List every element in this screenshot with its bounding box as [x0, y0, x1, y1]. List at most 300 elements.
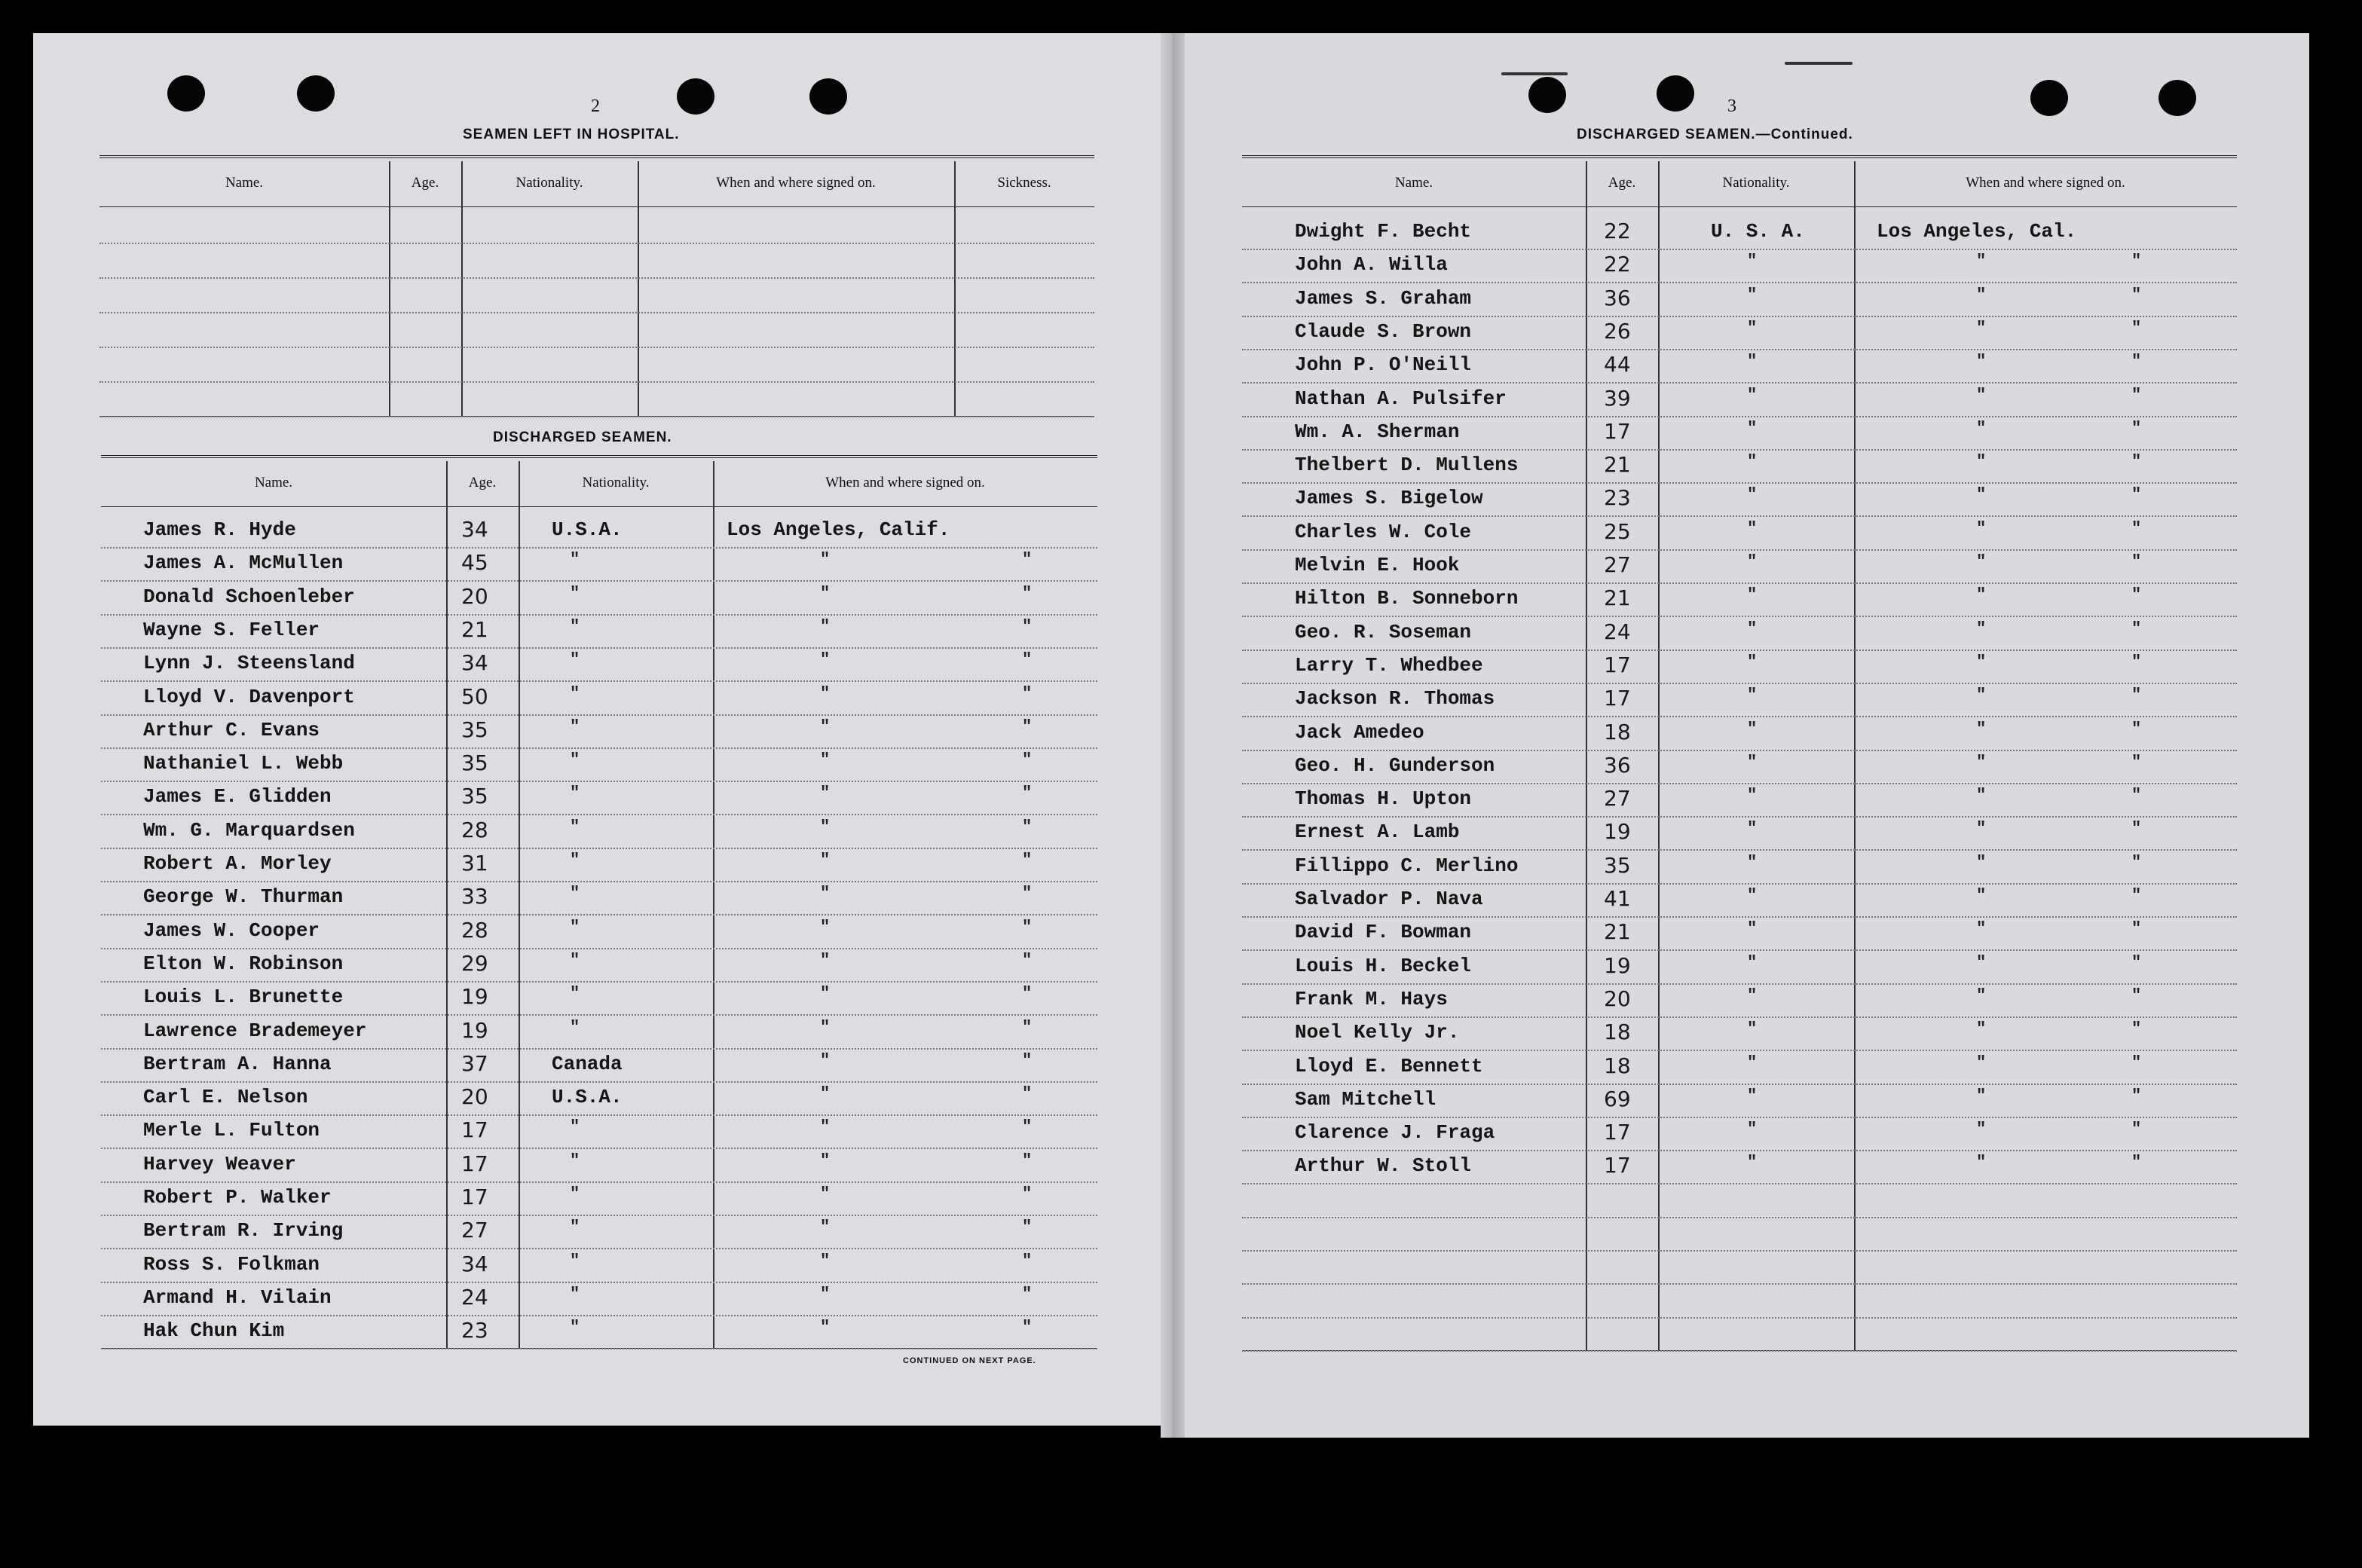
page-number: 2 — [591, 96, 600, 116]
ditto-mark: " — [570, 616, 580, 636]
ditto-mark: " — [570, 717, 580, 736]
seaman-nationality: U.S.A. — [552, 518, 623, 541]
ditto-mark: " — [570, 650, 580, 670]
ditto-mark: " — [1022, 550, 1033, 570]
column-divider — [1854, 161, 1856, 1350]
ditto-mark: " — [1747, 1086, 1758, 1105]
book-gutter — [1161, 33, 1185, 1438]
ditto-mark: " — [820, 1251, 831, 1270]
ditto-mark: " — [1022, 1284, 1033, 1304]
seaman-age: 35 — [461, 717, 488, 742]
seaman-age: 17 — [1604, 1120, 1631, 1145]
seaman-age: 23 — [461, 1318, 488, 1343]
ditto-mark: " — [1022, 616, 1033, 636]
row-line — [1242, 1183, 2237, 1184]
seaman-name: Fillippo C. Merlino — [1295, 854, 1519, 877]
ditto-mark: " — [1022, 1218, 1033, 1237]
seaman-name: Salvador P. Nava — [1295, 888, 1483, 910]
seaman-name: Donald Schoenleber — [143, 585, 355, 608]
ditto-mark: " — [1976, 619, 1987, 638]
ditto-mark: " — [1976, 585, 1987, 605]
seaman-name: Claude S. Brown — [1295, 319, 1472, 343]
row-line — [1242, 282, 2237, 283]
seaman-age: 24 — [1604, 619, 1631, 644]
ditto-mark: " — [1976, 518, 1987, 538]
row-line — [1242, 983, 2237, 985]
seaman-name: Armand H. Vilain — [143, 1285, 332, 1309]
row-line — [1242, 1317, 2237, 1319]
ditto-mark: " — [2131, 652, 2142, 671]
blank-row-line — [99, 416, 1094, 417]
ditto-mark: " — [1022, 784, 1033, 803]
seaman-age: 27 — [1604, 786, 1631, 812]
ditto-mark: " — [820, 950, 831, 970]
seaman-age: 24 — [461, 1284, 488, 1310]
seaman-age: 26 — [1604, 318, 1631, 344]
row-line — [101, 1114, 1097, 1116]
ditto-mark: " — [570, 683, 580, 703]
seaman-name: Nathan A. Pulsifer — [1295, 387, 1507, 410]
seaman-name: Lloyd E. Bennett — [1295, 1054, 1483, 1077]
seaman-name: Bertram R. Irving — [143, 1219, 344, 1242]
row-line — [1242, 883, 2237, 885]
ditto-mark: " — [1976, 1019, 1987, 1039]
seaman-age: 18 — [1604, 1053, 1631, 1078]
ditto-mark: " — [2131, 686, 2142, 705]
seaman-nationality: U.S.A. — [552, 1086, 623, 1109]
seaman-name: George W. Thurman — [143, 885, 344, 909]
seaman-name: Hilton B. Sonneborn — [1295, 587, 1519, 610]
seaman-age: 41 — [1604, 886, 1631, 911]
row-line — [101, 1315, 1097, 1316]
row-line — [1242, 515, 2237, 517]
row-line — [1242, 349, 2237, 350]
row-line — [1242, 916, 2237, 918]
seaman-age: 28 — [461, 817, 488, 842]
ditto-mark: " — [570, 1251, 580, 1270]
row-line — [101, 814, 1097, 815]
seaman-name: Lawrence Brademeyer — [143, 1019, 367, 1042]
ditto-mark: " — [820, 1218, 831, 1237]
seaman-name: Dwight F. Becht — [1295, 220, 1472, 243]
ditto-mark: " — [1022, 750, 1033, 770]
seaman-name: Ross S. Folkman — [143, 1252, 320, 1276]
seaman-age: 17 — [1604, 686, 1631, 711]
seaman-name: Louis L. Brunette — [143, 986, 344, 1009]
seaman-age: 22 — [1604, 252, 1631, 277]
column-divider — [638, 161, 639, 416]
ditto-mark: " — [1976, 1153, 1987, 1172]
seaman-age: 18 — [1604, 1019, 1631, 1045]
row-line — [1242, 449, 2237, 451]
ditto-mark: " — [1976, 986, 1987, 1005]
ditto-mark: " — [1976, 786, 1987, 805]
ditto-mark: " — [570, 550, 580, 570]
seaman-age: 18 — [1604, 719, 1631, 744]
ditto-mark: " — [820, 851, 831, 870]
seaman-age: 27 — [461, 1218, 488, 1243]
ditto-mark: " — [1747, 352, 1758, 371]
seaman-age: 28 — [461, 917, 488, 943]
ditto-mark: " — [2131, 1053, 2142, 1072]
seaman-age: 36 — [1604, 752, 1631, 778]
ditto-mark: " — [570, 1284, 580, 1304]
ditto-mark: " — [1022, 817, 1033, 836]
seaman-name: James W. Cooper — [143, 918, 320, 942]
ditto-mark: " — [1022, 984, 1033, 1004]
row-line — [1242, 783, 2237, 784]
column-header: Age. — [411, 175, 439, 191]
seaman-age: 39 — [1604, 385, 1631, 411]
column-header: Name. — [225, 175, 264, 191]
ditto-mark: " — [1976, 719, 1987, 738]
row-line — [101, 1348, 1097, 1349]
ditto-mark: " — [2131, 452, 2142, 472]
seaman-age: 21 — [461, 616, 488, 642]
ditto-mark: " — [1747, 518, 1758, 538]
punch-hole — [167, 75, 205, 112]
ditto-mark: " — [2131, 986, 2142, 1005]
ditto-mark: " — [1022, 1117, 1033, 1137]
ditto-mark: " — [2131, 752, 2142, 772]
ditto-mark: " — [1976, 919, 1987, 939]
ditto-mark: " — [820, 984, 831, 1004]
ditto-mark: " — [820, 784, 831, 803]
ditto-mark: " — [2131, 352, 2142, 371]
ditto-mark: " — [1747, 752, 1758, 772]
seaman-age: 17 — [461, 1184, 488, 1209]
ditto-mark: " — [1747, 452, 1758, 472]
row-line — [101, 914, 1097, 915]
ditto-mark: " — [820, 1117, 831, 1137]
column-header: Name. — [1394, 175, 1433, 191]
ditto-mark: " — [820, 683, 831, 703]
ditto-mark: " — [820, 884, 831, 903]
seaman-age: 33 — [461, 884, 488, 909]
seaman-age: 69 — [1604, 1086, 1631, 1111]
pen-mark — [1785, 62, 1853, 65]
row-line — [1242, 683, 2237, 684]
seaman-name: Wayne S. Feller — [143, 618, 320, 641]
seaman-name: Charles W. Cole — [1295, 520, 1472, 543]
seaman-name: Melvin E. Hook — [1295, 554, 1460, 576]
ditto-mark: " — [2131, 1153, 2142, 1172]
ditto-mark: " — [1022, 851, 1033, 870]
seaman-name: John P. O'Neill — [1295, 353, 1472, 377]
table-top-rule — [99, 155, 1094, 158]
ditto-mark: " — [1747, 1120, 1758, 1139]
row-line — [1242, 1283, 2237, 1285]
blank-row-line — [99, 243, 1094, 244]
ditto-mark: " — [820, 1084, 831, 1104]
seaman-name: Geo. R. Soseman — [1295, 620, 1472, 643]
row-line — [101, 747, 1097, 749]
row-line — [1242, 716, 2237, 717]
ditto-mark: " — [820, 616, 831, 636]
column-divider — [1658, 161, 1660, 1350]
ditto-mark: " — [1022, 1084, 1033, 1104]
ditto-mark: " — [1747, 886, 1758, 905]
row-line — [1242, 1350, 2237, 1352]
ditto-mark: " — [1747, 418, 1758, 438]
seaman-age: 20 — [1604, 986, 1631, 1011]
punch-hole — [1657, 75, 1694, 112]
ditto-mark: " — [1976, 886, 1987, 905]
seaman-name: James S. Bigelow — [1295, 487, 1483, 510]
seaman-age: 29 — [461, 950, 488, 976]
ditto-mark: " — [2131, 786, 2142, 805]
seaman-age: 17 — [461, 1151, 488, 1176]
row-line — [1242, 1217, 2237, 1218]
row-line — [1242, 316, 2237, 317]
ditto-mark: " — [1022, 950, 1033, 970]
ditto-mark: " — [1022, 1251, 1033, 1270]
row-line — [101, 1215, 1097, 1216]
ditto-mark: " — [2131, 585, 2142, 605]
column-header: Age. — [468, 475, 497, 491]
seaman-age: 45 — [461, 550, 488, 576]
ditto-mark: " — [1976, 318, 1987, 338]
ditto-mark: " — [1747, 852, 1758, 872]
row-line — [1242, 1150, 2237, 1151]
seaman-age: 27 — [1604, 552, 1631, 577]
ditto-mark: " — [820, 717, 831, 736]
seaman-name: Robert A. Morley — [143, 852, 332, 875]
seaman-age: 19 — [461, 1017, 488, 1043]
seaman-nationality: Canada — [552, 1052, 623, 1075]
seaman-age: 19 — [1604, 819, 1631, 845]
hospital-section-title: SEAMEN LEFT IN HOSPITAL. — [463, 127, 680, 142]
seaman-name: James S. Graham — [1295, 286, 1472, 310]
row-line — [101, 647, 1097, 649]
row-line — [1242, 1250, 2237, 1252]
seaman-name: Thelbert D. Mullens — [1295, 454, 1519, 477]
ditto-mark: " — [570, 1017, 580, 1037]
seaman-name: Merle L. Fulton — [143, 1119, 320, 1142]
seaman-age: 20 — [461, 583, 488, 609]
ditto-mark: " — [2131, 518, 2142, 538]
ditto-mark: " — [2131, 285, 2142, 304]
ditto-mark: " — [820, 917, 831, 937]
row-line — [1242, 1084, 2237, 1085]
seaman-name: Lynn J. Steensland — [143, 652, 355, 675]
row-line — [101, 881, 1097, 882]
punch-hole — [809, 78, 847, 115]
seaman-name: Hak Chun Kim — [143, 1319, 285, 1343]
seaman-name: Arthur W. Stoll — [1295, 1154, 1472, 1178]
ditto-mark: " — [1976, 1120, 1987, 1139]
ditto-mark: " — [1976, 852, 1987, 872]
ditto-mark: " — [1747, 552, 1758, 571]
ditto-mark: " — [2131, 852, 2142, 872]
ditto-mark: " — [1022, 1151, 1033, 1170]
seaman-name: Wm. A. Sherman — [1295, 420, 1460, 443]
ditto-mark: " — [570, 1318, 580, 1337]
ditto-mark: " — [820, 583, 831, 603]
row-line — [1242, 249, 2237, 250]
seaman-age: 25 — [1604, 518, 1631, 544]
ditto-mark: " — [570, 950, 580, 970]
ditto-mark: " — [1747, 952, 1758, 972]
seaman-name: Clarence J. Fraga — [1295, 1121, 1495, 1145]
seaman-age: 34 — [461, 1251, 488, 1276]
row-line — [101, 981, 1097, 983]
ditto-mark: " — [820, 1284, 831, 1304]
punch-hole — [1528, 77, 1566, 113]
ditto-mark: " — [1747, 1019, 1758, 1039]
seaman-age: 34 — [461, 650, 488, 676]
row-line — [1242, 616, 2237, 617]
ditto-mark: " — [820, 1151, 831, 1170]
ditto-mark: " — [570, 1218, 580, 1237]
seaman-age: 35 — [461, 750, 488, 776]
row-line — [1242, 549, 2237, 551]
seaman-name: Arthur C. Evans — [143, 718, 320, 741]
ditto-mark: " — [1976, 652, 1987, 671]
ditto-mark: " — [2131, 1019, 2142, 1039]
ditto-mark: " — [2131, 252, 2142, 271]
seaman-age: 22 — [1604, 219, 1631, 243]
row-line — [1242, 849, 2237, 851]
seaman-age: 21 — [1604, 919, 1631, 945]
header-bottom-rule — [1242, 206, 2237, 207]
ditto-mark: " — [2131, 552, 2142, 571]
column-header: When and where signed on. — [716, 175, 876, 191]
ditto-mark: " — [570, 750, 580, 770]
ditto-mark: " — [1976, 819, 1987, 839]
seaman-name: Lloyd V. Davenport — [143, 685, 355, 708]
row-line — [1242, 949, 2237, 951]
ditto-mark: " — [1747, 719, 1758, 738]
blank-row-line — [99, 312, 1094, 313]
punch-hole — [2159, 80, 2196, 116]
ditto-mark: " — [1976, 1086, 1987, 1105]
seaman-signed-on: Los Angeles, Calif. — [727, 518, 950, 541]
ditto-mark: " — [1747, 385, 1758, 405]
seaman-age: 35 — [461, 784, 488, 809]
row-line — [1242, 482, 2237, 484]
ditto-mark: " — [1747, 485, 1758, 505]
row-line — [101, 848, 1097, 849]
seaman-name: Louis H. Beckel — [1295, 954, 1472, 977]
ditto-mark: " — [1976, 485, 1987, 505]
seaman-name: Sam Mitchell — [1295, 1087, 1436, 1111]
row-line — [101, 1048, 1097, 1050]
ditto-mark: " — [1976, 285, 1987, 304]
seaman-age: 17 — [461, 1117, 488, 1143]
seaman-age: 34 — [461, 517, 488, 542]
ditto-mark: " — [1747, 986, 1758, 1005]
seaman-nationality: U. S. A. — [1711, 220, 1805, 243]
ditto-mark: " — [820, 1184, 831, 1203]
column-header: Nationality. — [582, 475, 650, 491]
ditto-mark: " — [1976, 252, 1987, 271]
ditto-mark: " — [2131, 418, 2142, 438]
ditto-mark: " — [570, 851, 580, 870]
ditto-mark: " — [570, 917, 580, 937]
seaman-age: 21 — [1604, 452, 1631, 478]
seaman-age: 44 — [1604, 352, 1631, 377]
seaman-age: 35 — [1604, 852, 1631, 878]
row-line — [101, 781, 1097, 782]
ditto-mark: " — [1976, 418, 1987, 438]
row-line — [101, 614, 1097, 616]
punch-hole — [677, 78, 714, 115]
ditto-mark: " — [1022, 583, 1033, 603]
seaman-name: David F. Bowman — [1295, 921, 1472, 944]
ditto-mark: " — [2131, 1120, 2142, 1139]
row-line — [101, 1148, 1097, 1149]
seaman-signed-on: Los Angeles, Cal. — [1877, 220, 2077, 243]
ditto-mark: " — [2131, 719, 2142, 738]
row-line — [1242, 1016, 2237, 1018]
header-bottom-rule — [99, 206, 1094, 207]
ditto-mark: " — [1747, 252, 1758, 271]
ditto-mark: " — [1976, 552, 1987, 571]
ditto-mark: " — [1747, 919, 1758, 939]
ditto-mark: " — [1747, 585, 1758, 605]
ditto-mark: " — [2131, 619, 2142, 638]
page-number: 3 — [1727, 96, 1736, 116]
seaman-name: Robert P. Walker — [143, 1186, 332, 1209]
ditto-mark: " — [1022, 917, 1033, 937]
seaman-name: Wm. G. Marquardsen — [143, 818, 355, 842]
seaman-name: John A. Willa — [1295, 253, 1448, 277]
column-header: Nationality. — [1722, 175, 1790, 191]
ditto-mark: " — [1976, 452, 1987, 472]
ditto-mark: " — [820, 817, 831, 836]
seaman-name: James R. Hyde — [143, 518, 296, 541]
ditto-mark: " — [570, 884, 580, 903]
ditto-mark: " — [1976, 752, 1987, 772]
seaman-age: 19 — [461, 984, 488, 1010]
row-line — [101, 1014, 1097, 1016]
ditto-mark: " — [2131, 318, 2142, 338]
ditto-mark: " — [2131, 1086, 2142, 1105]
row-line — [101, 580, 1097, 582]
ditto-mark: " — [1022, 1184, 1033, 1203]
row-line — [101, 547, 1097, 549]
ditto-mark: " — [2131, 919, 2142, 939]
ditto-mark: " — [1022, 650, 1033, 670]
ditto-mark: " — [820, 750, 831, 770]
ditto-mark: " — [2131, 485, 2142, 505]
punch-hole — [297, 75, 335, 112]
seaman-age: 17 — [1604, 418, 1631, 444]
ditto-mark: " — [1747, 318, 1758, 338]
ditto-mark: " — [570, 1184, 580, 1203]
row-line — [1242, 582, 2237, 584]
ditto-mark: " — [820, 1017, 831, 1037]
discharged-continued-title: DISCHARGED SEAMEN.—Continued. — [1577, 127, 1853, 142]
row-line — [101, 714, 1097, 716]
ditto-mark: " — [1976, 385, 1987, 405]
ditto-mark: " — [570, 1117, 580, 1137]
ditto-mark: " — [1022, 683, 1033, 703]
row-line — [1242, 382, 2237, 384]
ditto-mark: " — [2131, 385, 2142, 405]
ditto-mark: " — [1976, 1053, 1987, 1072]
row-line — [1242, 650, 2237, 651]
seaman-age: 19 — [1604, 952, 1631, 978]
column-header: When and where signed on. — [1966, 175, 2125, 191]
column-header: When and where signed on. — [825, 475, 985, 491]
ditto-mark: " — [1022, 1318, 1033, 1337]
ditto-mark: " — [570, 1151, 580, 1170]
row-line — [101, 1181, 1097, 1183]
row-line — [1242, 416, 2237, 417]
seaman-name: Jackson R. Thomas — [1295, 687, 1495, 711]
